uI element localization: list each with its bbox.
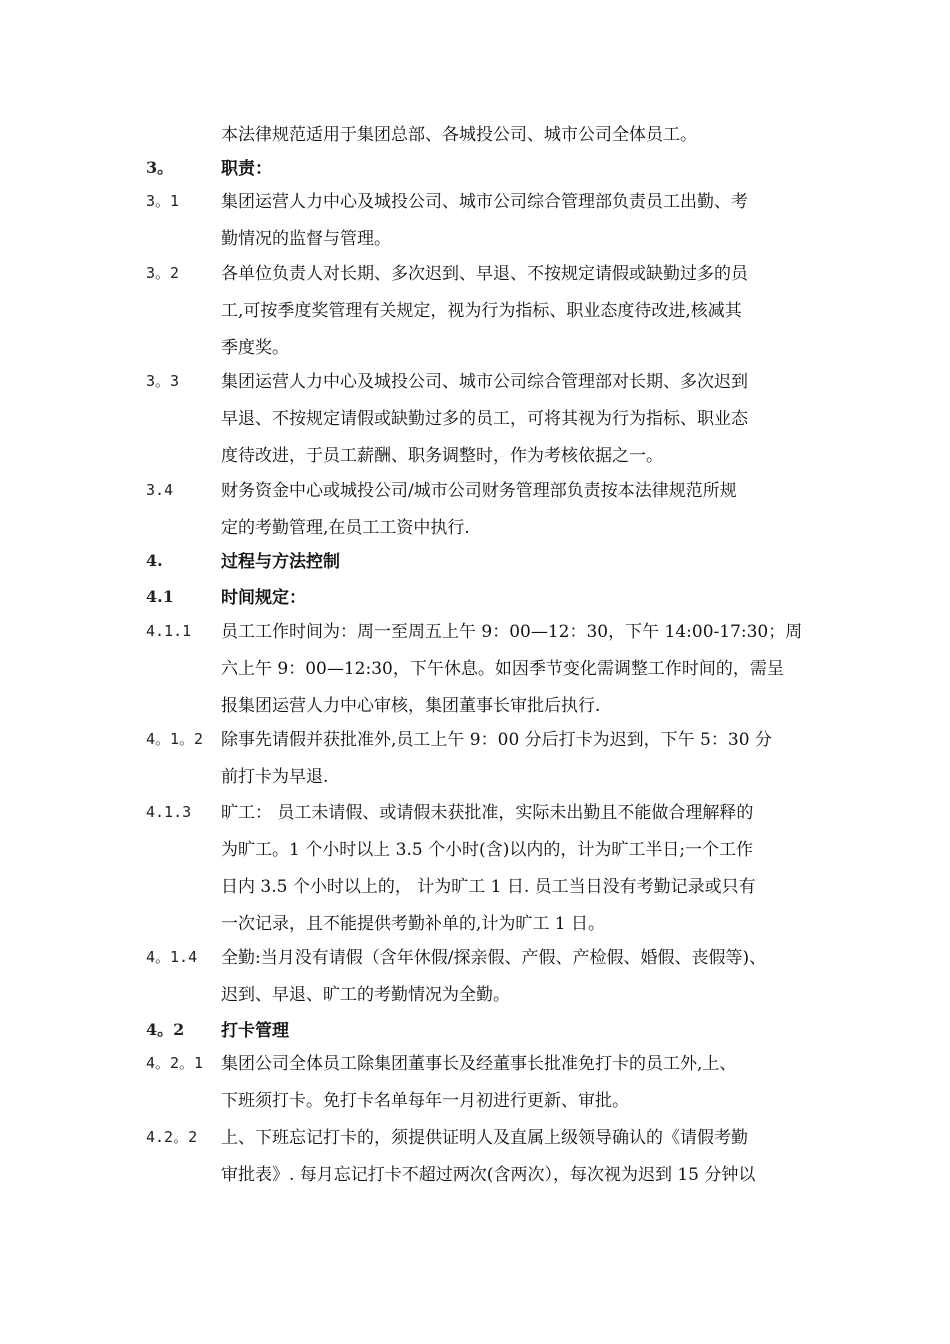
text-line: 早退、不按规定请假或缺勤过多的员工，可将其视为行为指标、职业态: [221, 409, 748, 429]
text-line: 下班须打卡。免打卡名单每年一月初进行更新、审批。: [221, 1091, 629, 1111]
section-number: 3.4: [146, 481, 174, 499]
text-line: 工,可按季度奖管理有关规定，视为行为指标、职业态度待改进,核减其: [221, 301, 742, 321]
text-line: 审批表》. 每月忘记打卡不超过两次(含两次），每次视为迟到 15 分钟以: [221, 1165, 756, 1185]
section-text: [221, 544, 807, 581]
section-text: [221, 940, 807, 1014]
text-line: 各单位负责人对长期、多次迟到、早退、不按规定请假或缺勤过多的员: [221, 264, 748, 284]
section-text: [221, 256, 807, 367]
section-number: 4.1: [146, 587, 174, 606]
section-number: 3。3: [146, 372, 180, 390]
section-number: 4。1。2: [146, 730, 204, 748]
text-line: 勤情况的监督与管理。: [221, 229, 391, 249]
section-number: 3。1: [146, 192, 180, 210]
section-text: [221, 722, 807, 796]
section-number: 3。2: [146, 264, 180, 282]
text-line: 日内 3.5 个小时以上的， 计为旷工 1 日. 员工当日没有考勤记录或只有: [221, 877, 756, 897]
section-text: [221, 473, 807, 547]
text-line: 打卡管理: [221, 1021, 289, 1041]
section-text: [221, 580, 807, 617]
section-text: [221, 151, 807, 188]
text-line: 集团运营人力中心及城投公司、城市公司综合管理部对长期、多次迟到: [221, 372, 748, 392]
section-text: [221, 1013, 807, 1050]
section-text: [221, 184, 807, 258]
text-line: 季度奖。: [221, 338, 289, 358]
section-number: 4.1.3: [146, 803, 192, 821]
text-line: 员工工作时间为：周一至周五上午 9：00—12：30，下午 14:00-17:30；周: [221, 622, 803, 642]
section-text: [221, 1120, 807, 1194]
text-line: 报集团运营人力中心审核，集团董事长审批后执行.: [221, 696, 601, 716]
text-line: 前打卡为早退.: [221, 767, 329, 787]
text-line: 六上午 9：00—12:30，下午休息。如因季节变化需调整工作时间的，需呈: [221, 659, 784, 679]
section-number: 4.2。2: [146, 1128, 198, 1146]
text-line: 旷工： 员工未请假、或请假未获批准，实际未出勤且不能做合理解释的: [221, 803, 754, 823]
section-number: 4。2。1: [146, 1054, 204, 1072]
scope-paragraph: 本法律规范适用于集团总部、各城投公司、城市公司全体员工。: [221, 125, 697, 145]
section-number: 4.1.1: [146, 622, 192, 640]
text-line: 集团运营人力中心及城投公司、城市公司综合管理部负责员工出勤、考: [221, 192, 748, 212]
text-line: 过程与方法控制: [221, 552, 340, 572]
section-number: 4。1.4: [146, 948, 198, 966]
section-text: [221, 364, 807, 475]
text-line: 除事先请假并获批准外,员工上午 9：00 分后打卡为迟到，下午 5：30 分: [221, 730, 772, 750]
text-line: 全勤:当月没有请假（含年休假/探亲假、产假、产检假、婚假、丧假等)、: [221, 948, 767, 968]
text-line: 一次记录，且不能提供考勤补单的,计为旷工 1 日。: [221, 914, 606, 934]
text-line: 时间规定：: [221, 588, 306, 608]
text-line: 度待改进，于员工薪酬、职务调整时，作为考核依据之一。: [221, 446, 663, 466]
text-line: 上、下班忘记打卡的，须提供证明人及直属上级领导确认的《请假考勤: [221, 1128, 748, 1148]
text-line: 为旷工。1 个小时以上 3.5 个小时(含)以内的，计为旷工半日;一个工作: [221, 840, 754, 860]
text-line: 集团公司全体员工除集团董事长及经董事长批准免打卡的员工外,上、: [221, 1054, 737, 1074]
section-number: 4。2: [146, 1020, 185, 1039]
section-number: 3。: [146, 158, 174, 177]
text-line: 职责：: [221, 159, 272, 179]
section-text: [221, 795, 807, 943]
text-line: 迟到、早退、旷工的考勤情况为全勤。: [221, 985, 510, 1005]
section-text: [221, 614, 807, 725]
text-line: 财务资金中心或城投公司/城市公司财务管理部负责按本法律规范所规: [221, 481, 737, 501]
section-text: [221, 1046, 807, 1120]
text-line: 定的考勤管理,在员工工资中执行.: [221, 518, 470, 538]
section-number: 4.: [146, 551, 163, 570]
